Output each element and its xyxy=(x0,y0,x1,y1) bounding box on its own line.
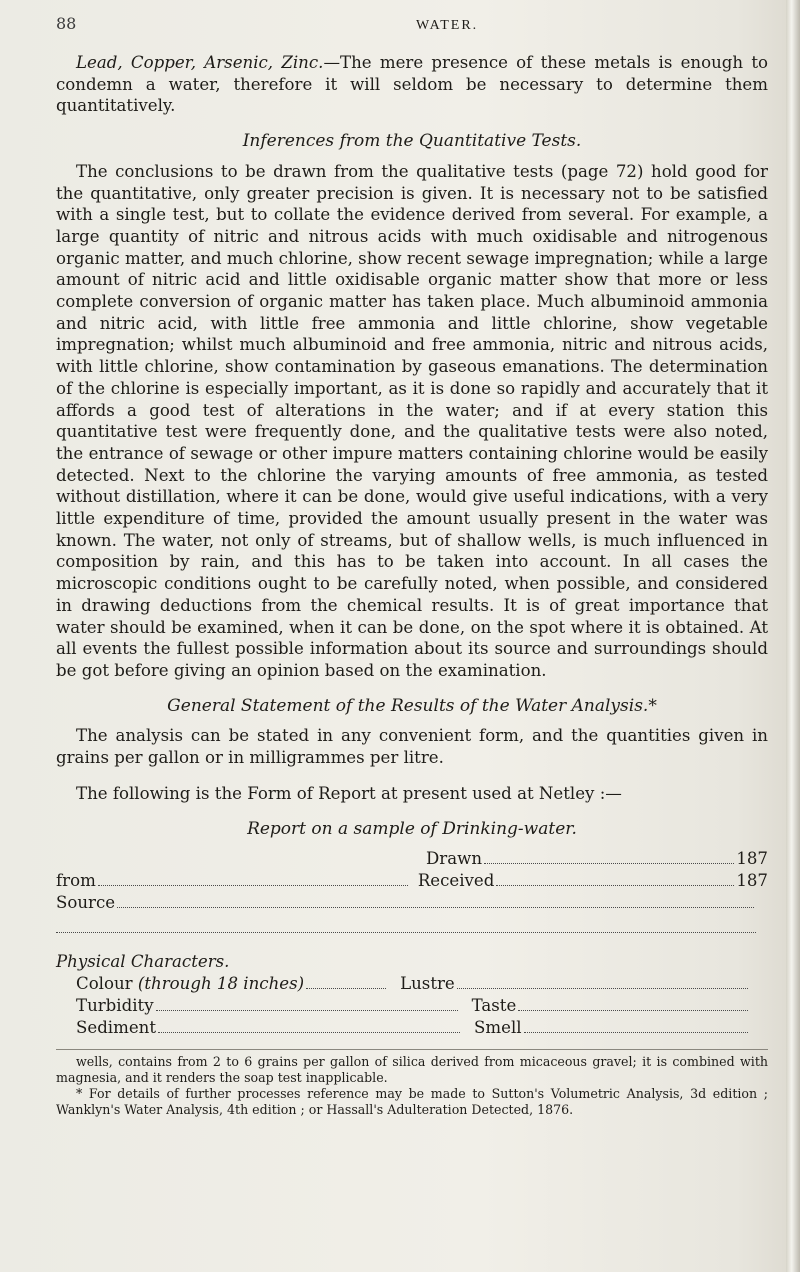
intro-lead-text: —The mere presence of these metals is enough to condemn a water, therefore it will seldom be necessary to determine them quantitatively. xyxy=(56,53,768,116)
section-heading-inferences: Inferences from the Quantitative Tests. xyxy=(242,131,582,152)
turbidity-label: Turbidity xyxy=(76,996,154,1016)
from-label: from xyxy=(56,871,96,891)
drawn-year: 187 xyxy=(736,849,768,869)
section-heading-general-statement: General Statement of the Results of the Water Analysis.* xyxy=(167,695,657,716)
page-edge-shadow xyxy=(786,0,800,1272)
page-content xyxy=(56,52,768,1118)
form-row-colour xyxy=(76,973,768,995)
taste-label: Taste xyxy=(471,996,517,1016)
form-row-turbidity xyxy=(76,995,768,1017)
running-title: WATER. xyxy=(416,18,479,33)
footnotes xyxy=(56,1049,768,1118)
page-number: 88 xyxy=(56,14,77,33)
drawn-label: Drawn xyxy=(426,849,483,869)
form-row-drawn xyxy=(426,848,768,870)
form-row-from xyxy=(56,870,768,892)
form-row-sediment xyxy=(76,1017,768,1039)
form-row-source xyxy=(56,892,756,914)
physical-characters-heading: Physical Characters. xyxy=(56,952,230,972)
footnote-continuation: wells, contains from 2 to 6 grains per gallon of silica derived from micaceous gravel; it is combined with magnesia, and it renders the soap test inapplicable. xyxy=(56,1054,768,1086)
smell-label: Smell xyxy=(474,1018,522,1038)
footnote-asterisk: * For details of further processes reference may be made to Sutton's Volumetric Analysis, 3d edition ; Wanklyn's Water Analysis, 4th edition ; or Hassall's Adulteration Detected, 1876. xyxy=(56,1086,768,1118)
report-title: Report on a sample of Drinking-water. xyxy=(247,818,577,839)
received-year: 187 xyxy=(736,871,768,891)
intro-lead-italic: Lead, Copper, Arsenic, Zinc. xyxy=(76,53,324,72)
lustre-label: Lustre xyxy=(400,974,455,994)
intro-paragraph xyxy=(56,52,768,117)
source-label: Source xyxy=(56,893,116,913)
running-head xyxy=(56,14,756,42)
sediment-label: Sediment xyxy=(76,1018,157,1038)
colour-note: (through 18 inches) xyxy=(137,974,305,994)
inferences-paragraph: The conclusions to be drawn from the qualitative tests (page 72) hold good for the quantitative, only greater precision is given. It is necessary not to be satisfied with a single test, but to collate the evidence derived from several. For example, a large quantity of nitric and nitrous acids with much oxidisable and nitrogenous organic matter, and much chlorine, show recent sewage impregnation; while a large amount of nitric acid and little oxidisable organic matter show that more or less complete conversion of organic matter has taken place. Much albuminoid ammonia and nitric acid, with little free ammonia and little chlorine, show vegetable impregnation; whilst much albuminoid and free ammonia, nitric and nitrous acids, with little chlorine, show contamination by gaseous emanations. The determination of the chlorine is especially important, as it is done so rapidly and accurately that it affords a good test of alterations in the water; and if at every station this quantitative test were frequently done, and the qualitative tests were also noted, the entrance of sewage or other impure matters containing chlorine would be easily detected. Next to the chlorine the varying amounts of free ammonia, as tested without distillation, where it can be done, would give useful indications, with a very little expenditure of time, provided the amount usually present in the water was known. The water, not only of streams, but of shallow wells, is much influenced in composition by rain, and this has to be taken into account. In all cases the microscopic conditions ought to be carefully noted, when possible, and considered in drawing deductions from the chemical results. It is of great importance that water should be examined, when it can be done, on the spot where it is obtained. At all events the fullest possible information about its source and surroundings should be got before giving an opinion based on the examination. xyxy=(56,161,768,680)
analysis-paragraph: The analysis can be stated in any convenient form, and the quantities given in grains per gallon or in milligrammes per litre. xyxy=(56,726,768,768)
report-form xyxy=(56,848,768,1039)
received-label: Received xyxy=(417,871,495,891)
colour-label: Colour xyxy=(76,974,133,994)
form-intro-paragraph: The following is the Form of Report at present used at Netley :— xyxy=(76,783,622,803)
